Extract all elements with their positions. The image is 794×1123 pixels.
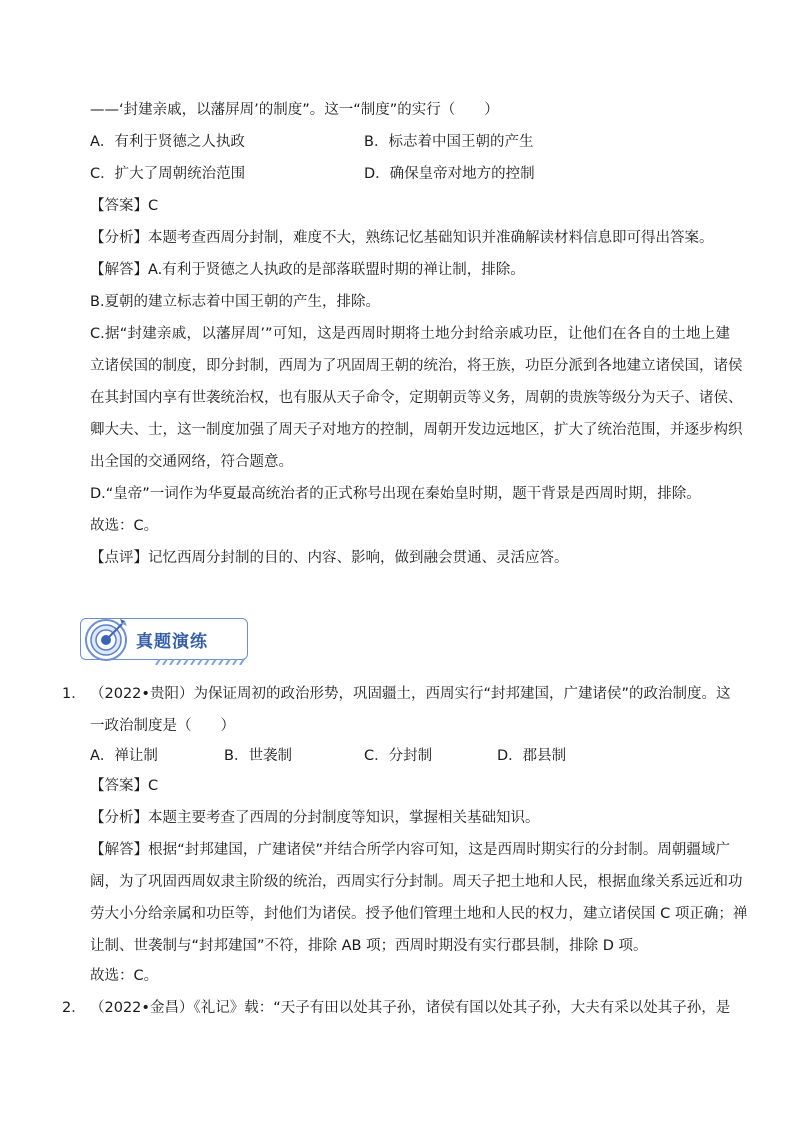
option-b: B．标志着中国王朝的产生 [364, 134, 534, 150]
option-a: A．有利于贤德之人执政 [90, 134, 245, 150]
question-stem: 一政治制度是（ ） [90, 718, 235, 734]
section-title: 真题演练 [136, 632, 208, 652]
option-c: C．扩大了周朝统治范围 [90, 166, 246, 182]
solution-line: 【解答】根据“封邦建国，广建诸侯”并结合所学内容可知，这是西周时期实行的分封制。周朝疆域广 [90, 842, 730, 858]
solution-line: 立诸侯国的制度，即分封制，西周为了巩固周王朝的统治，将王族，功臣分派到各地建立诸侯国，诸侯 [90, 358, 743, 374]
analysis-text: 【分析】本题考查西周分封制，难度不大，熟练记忆基础知识并准确解读材料信息即可得出答案。 [90, 230, 714, 246]
solution-line: D.“皇帝”一词作为华夏最高统治者的正式称号出现在秦始皇时期，题干背景是西周时期，排除。 [90, 486, 701, 502]
solution-line: 出全国的交通网络，符合题意。 [90, 454, 293, 470]
question-number: 2． [62, 1000, 86, 1016]
target-icon [84, 616, 130, 662]
option-a: A．禅让制 [90, 748, 158, 764]
answer-label: 【答案】C [90, 198, 159, 214]
solution-line: B.夏朝的建立标志着中国王朝的产生，排除。 [90, 294, 381, 310]
question-stem: （2022•金昌）《礼记》载：“天子有田以处其子孙，诸侯有国以处其子孙，大夫有采以处其子孙，是 [90, 1000, 731, 1016]
solution-line: C.据“封建亲戚，以藩屏周’”可知，这是西周时期将土地分封给亲戚功臣，让他们在各自的土地上建 [90, 326, 730, 342]
question-stem: （2022•贵阳）为保证周初的政治形势，巩固疆土，西周实行“封邦建国，广建诸侯”的政治制度。这 [90, 686, 731, 702]
comment-text: 【点评】记忆西周分封制的目的、内容、影响，做到融会贯通、灵活应答。 [90, 550, 569, 566]
question-number: 1． [62, 686, 86, 702]
answer-label: 【答案】C [90, 778, 159, 794]
option-c: C．分封制 [364, 748, 433, 764]
solution-line: 故选：C。 [90, 518, 159, 534]
solution-line: 阔，为了巩固西周奴隶主阶级的统治，西周实行分封制。周天子把土地和人民，根据血缘关系远近和功 [90, 874, 743, 890]
solution-line: 故选：C。 [90, 968, 159, 984]
option-d: D．确保皇帝对地方的控制 [364, 166, 535, 182]
analysis-text: 【分析】本题主要考查了西周的分封制度等知识，掌握相关基础知识。 [90, 810, 540, 826]
solution-line: 在其封国内享有世袭统治权，也有服从天子命令，定期朝贡等义务，周朝的贵族等级分为天子、诸侯、 [90, 390, 743, 406]
question-stem-tail: ——‘封建亲戚，以藩屏周’的制度”。这一“制度”的实行（ ） [90, 102, 499, 118]
solution-line: 让制、世袭制与“封邦建国”不符，排除 AB 项；西周时期没有实行郡县制，排除 D 项。 [90, 938, 648, 954]
section-banner [74, 614, 250, 664]
banner-stripes [154, 659, 250, 665]
solution-line: 劳大小分给亲属和功臣等，封他们为诸侯。授予他们管理土地和人民的权力，建立诸侯国 C 项正确；禅 [90, 906, 748, 922]
option-d: D．郡县制 [497, 748, 567, 764]
option-b: B．世袭制 [224, 748, 292, 764]
solution-line: 【解答】A.有利于贤德之人执政的是部落联盟时期的禅让制，排除。 [90, 262, 525, 278]
solution-line: 卿大夫、士，这一制度加强了周天子对地方的控制，周朝开发边远地区，扩大了统治范围，并逐步构织 [90, 422, 743, 438]
